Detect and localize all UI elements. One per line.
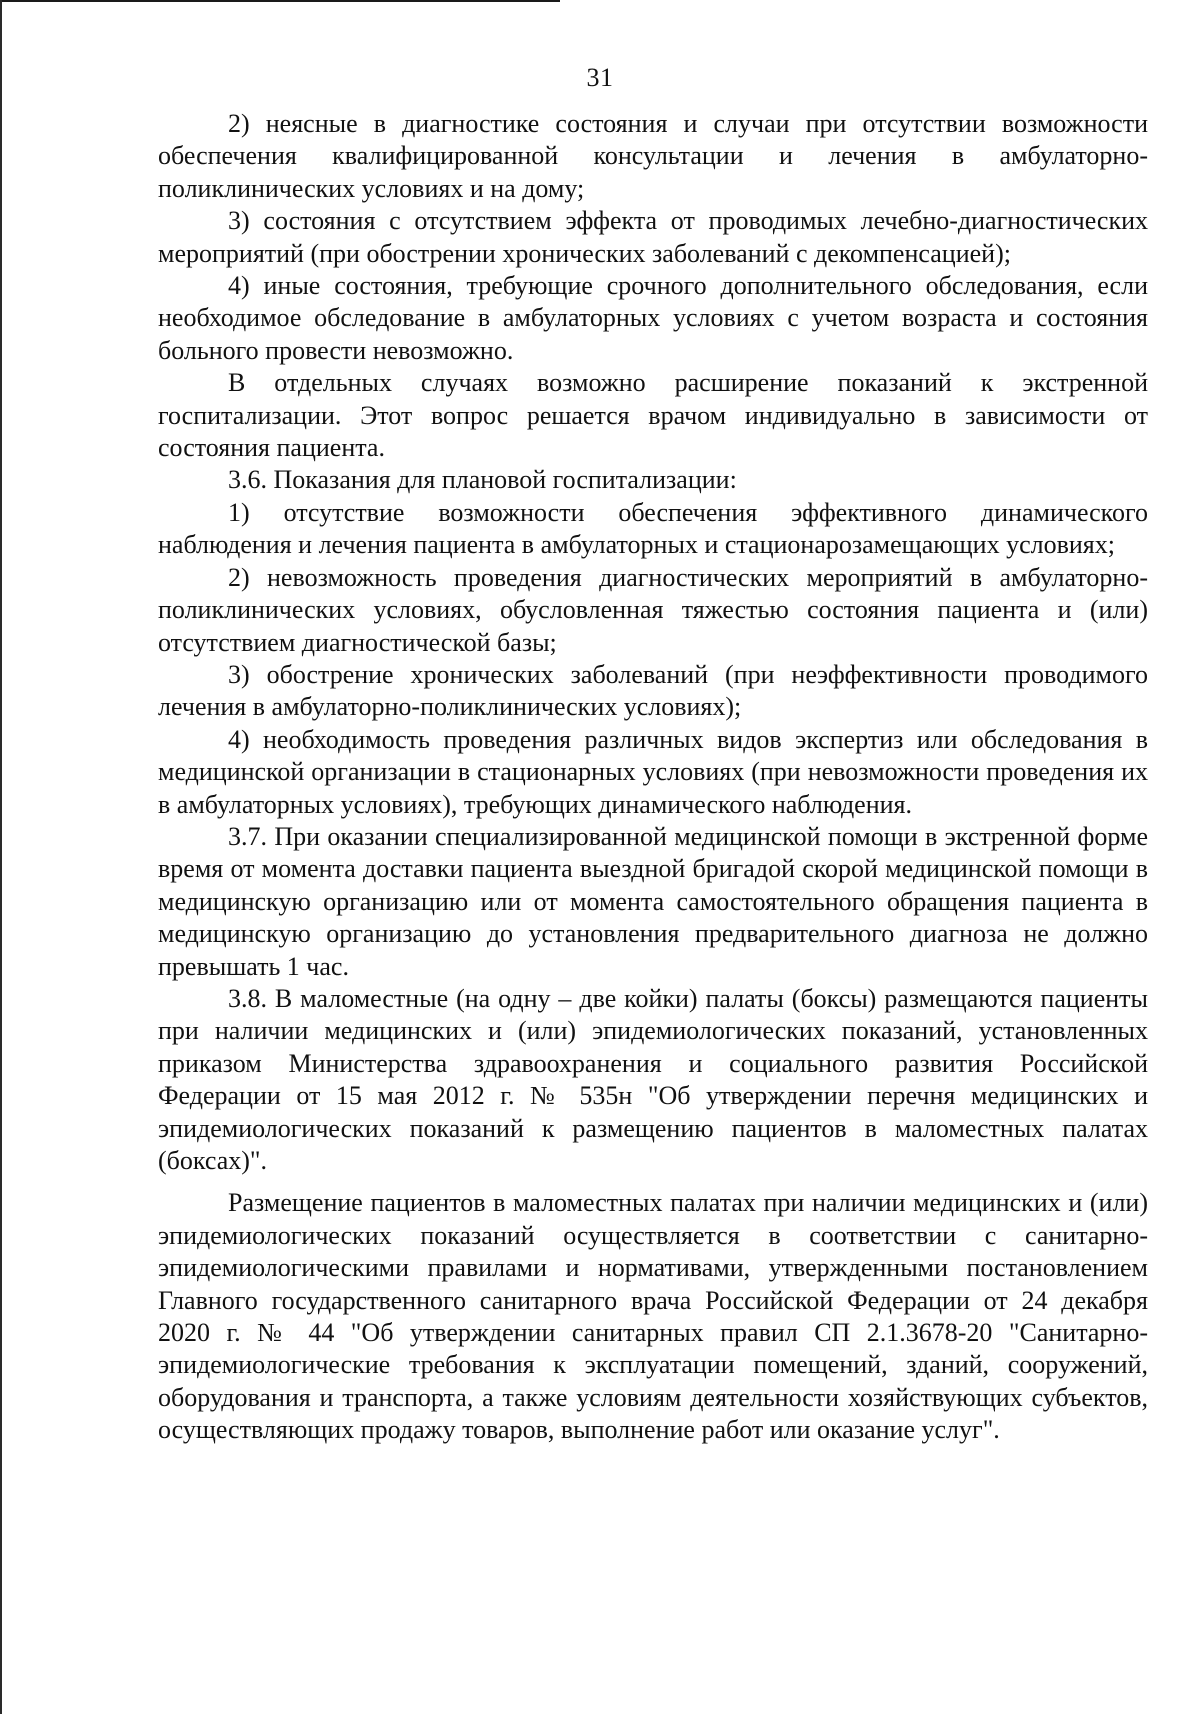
paragraph-item-2: 2) неясные в диагностике состояния и случаи при отсутствии возможности обеспечения квалифицированной консультации и лечения в амбулаторно-поликлинических условиях и на дому; [158, 109, 1148, 203]
paragraph-section-3-8: 3.8. В маломестные (на одну – две койки) палаты (боксы) размещаются пациенты при наличии медицинских и (или) эпидемиологических показаний, установленных приказом Министерства здравоохранения и социального развития Российской Федерации от 15 мая 2012 г. № 535н "Об утверждении перечня медицинских и эпидемиологических показаний к размещению пациентов в маломестных палатах (боксах)". [158, 983, 1148, 1175]
paragraph-3-6-item-2: 2) невозможность проведения диагностических мероприятий в амбулаторно-поликлинических условиях, обусловленная тяжестью состояния пациента и (или) отсутствием диагностической базы; [158, 562, 1148, 657]
document-body [158, 108, 1148, 1447]
paragraph-3-6-item-1: 1) отсутствие возможности обеспечения эффективного динамического наблюдения и лечения пациента в амбулаторных и стационарозамещающих условиях; [158, 497, 1148, 560]
paragraph-section-3-7: 3.7. При оказании специализированной медицинской помощи в экстренной форме время от момента доставки пациента выездной бригадой скорой медицинской помощи в медицинскую организацию или от момента самостоятельного обращения пациента в медицинскую организацию до установления предварительного диагноза не должно превышать 1 час. [158, 821, 1148, 981]
paragraph-section-3-6: 3.6. Показания для плановой госпитализации: [228, 465, 737, 495]
page-number: 31 [586, 63, 614, 92]
paragraph-placement-rules: Размещение пациентов в маломестных палатах при наличии медицинских и (или) эпидемиологических показаний осуществляется в соответствии с санитарно-эпидемиологическими правилами и нормативами, утвержденными постановлением Главного государственного санитарного врача Российской Федерации от 24 декабря 2020 г. № 44 "Об утверждении санитарных правил СП 2.1.3678-20 "Санитарно-эпидемиологические требования к эксплуатации помещений, зданий, сооружений, оборудования и транспорта, а также условиям деятельности хозяйствующих субъектов, осуществляющих продажу товаров, выполнение работ или оказание услуг". [158, 1188, 1148, 1445]
paragraph-item-3: 3) состояния с отсутствием эффекта от проводимых лечебно-диагностических мероприятий (при обострении хронических заболеваний с декомпенсацией); [158, 206, 1148, 268]
scan-edge-top [0, 0, 560, 2]
paragraph-item-4: 4) иные состояния, требующие срочного дополнительного обследования, если необходимое обследование в амбулаторных условиях с учетом возраста и состояния больного провести невозможно. [158, 271, 1148, 365]
paragraph-3-6-item-4: 4) необходимость проведения различных видов экспертиз или обследования в медицинской организации в стационарных условиях (при невозможности проведения их в амбулаторных условиях), требующих динамического наблюдения. [158, 724, 1148, 819]
scan-edge-left [0, 0, 2, 1714]
paragraph-emergency-note: В отдельных случаях возможно расширение показаний к экстренной госпитализации. Этот вопрос решается врачом индивидуально в зависимости от состояния пациента. [158, 368, 1148, 463]
paragraph-3-6-item-3: 3) обострение хронических заболеваний (при неэффективности проводимого лечения в амбулаторно-поликлинических условиях); [158, 659, 1148, 722]
